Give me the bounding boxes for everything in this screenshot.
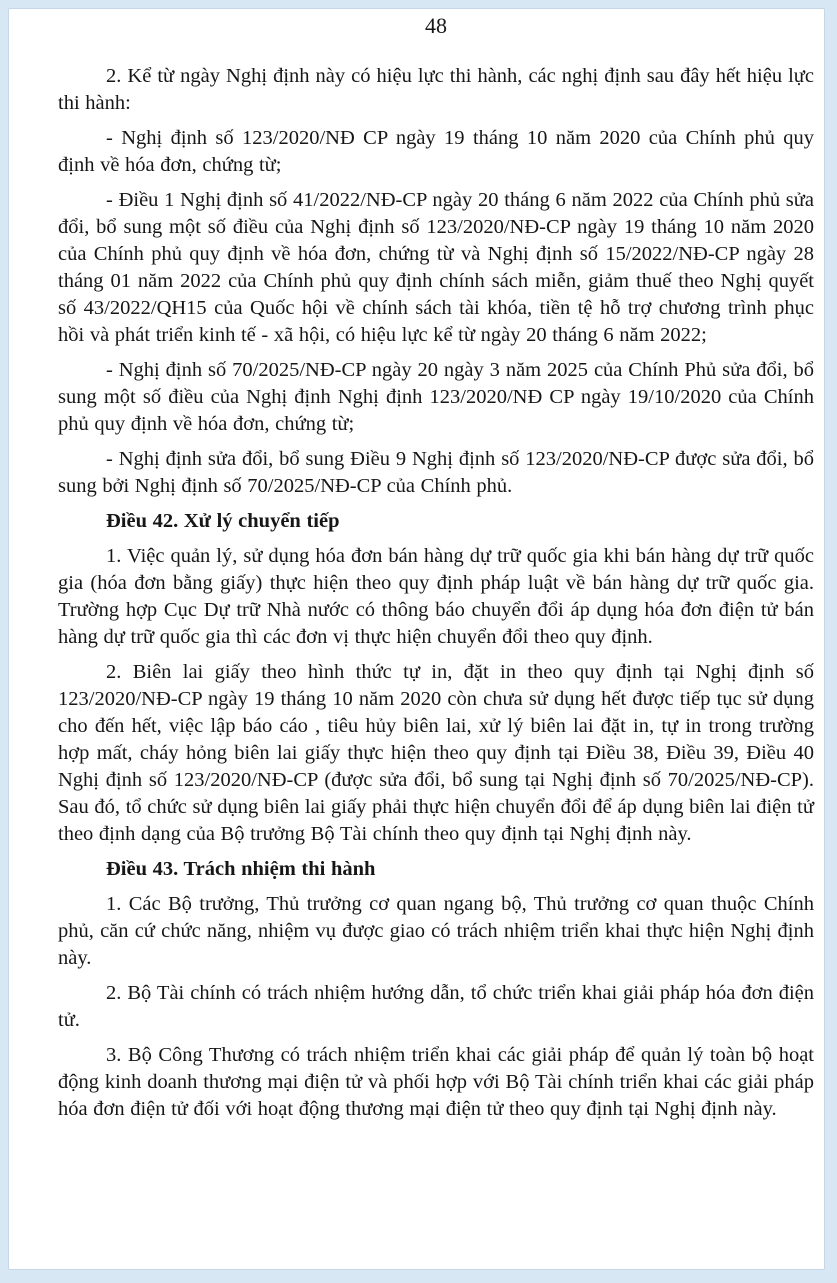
- body-paragraph: 1. Việc quản lý, sử dụng hóa đơn bán hàng dự trữ quốc gia khi bán hàng dự trữ quốc gia (hóa đơn bằng giấy) thực hiện theo quy định pháp luật về bán hàng dự trữ quốc gia. Trường hợp Cục Dự trữ Nhà nước có thông báo chuyển đổi áp dụng hóa đơn điện tử bán hàng dự trữ quốc gia thì các đơn vị thực hiện chuyển đổi theo quy định.: [58, 545, 814, 648]
- body-paragraph: - Nghị định sửa đổi, bổ sung Điều 9 Nghị định số 123/2020/NĐ-CP được sửa đổi, bổ sung bởi Nghị định số 70/2025/NĐ-CP của Chính phủ.: [58, 448, 814, 497]
- page-number: 48: [425, 13, 447, 38]
- body-paragraph: 2. Bộ Tài chính có trách nhiệm hướng dẫn, tổ chức triển khai giải pháp hóa đơn điện tử.: [58, 982, 814, 1031]
- document-page: [8, 8, 825, 1270]
- body-paragraph: 2. Kể từ ngày Nghị định này có hiệu lực thi hành, các nghị định sau đây hết hiệu lực thi hành:: [58, 65, 814, 114]
- body-paragraph: 2. Biên lai giấy theo hình thức tự in, đặt in theo quy định tại Nghị định số 123/2020/NĐ-CP ngày 19 tháng 10 năm 2020 còn chưa sử dụng hết được tiếp tục sử dụng cho đến hết, việc lập báo cáo , tiêu hủy biên lai, xử lý biên lai đặt in, tự in trong trường hợp mất, cháy hỏng biên lai giấy thực hiện theo quy định tại Điều 38, Điều 39, Điều 40 Nghị định số 123/2020/NĐ-CP (được sửa đổi, bổ sung tại Nghị định số 70/2025/NĐ-CP). Sau đó, tổ chức sử dụng biên lai giấy phải thực hiện chuyển đổi để áp dụng biên lai điện tử theo định dạng của Bộ trưởng Bộ Tài chính theo quy định tại Nghị định này.: [58, 661, 814, 845]
- body-paragraph: - Điều 1 Nghị định số 41/2022/NĐ-CP ngày 20 tháng 6 năm 2022 của Chính phủ sửa đổi, bổ sung một số điều của Nghị định số 123/2020/NĐ-CP ngày 19 tháng 10 năm 2020 của Chính phủ quy định về hóa đơn, chứng từ và Nghị định số 15/2022/NĐ-CP ngày 28 tháng 01 năm 2022 của Chính phủ quy định chính sách miễn, giảm thuế theo Nghị quyết số 43/2022/QH15 của Quốc hội về chính sách tài khóa, tiền tệ hỗ trợ chương trình phục hồi và phát triển kinh tế - xã hội, có hiệu lực kể từ ngày 20 tháng 6 năm 2022;: [58, 189, 814, 346]
- article-heading: Điều 43. Trách nhiệm thi hành: [106, 858, 376, 880]
- body-paragraph: - Nghị định số 123/2020/NĐ CP ngày 19 tháng 10 năm 2020 của Chính phủ quy định về hóa đơn, chứng từ;: [58, 127, 814, 176]
- body-paragraph: 3. Bộ Công Thương có trách nhiệm triển khai các giải pháp để quản lý toàn bộ hoạt động kinh doanh thương mại điện tử và phối hợp với Bộ Tài chính triển khai các giải pháp hóa đơn điện tử đối với hoạt động thương mại điện tử theo quy định tại Nghị định này.: [58, 1044, 814, 1120]
- article-heading: Điều 42. Xử lý chuyển tiếp: [106, 510, 340, 532]
- page-content: [9, 9, 824, 1123]
- body-paragraph: - Nghị định số 70/2025/NĐ-CP ngày 20 ngày 3 năm 2025 của Chính Phủ sửa đổi, bổ sung một số điều của Nghị định Nghị định 123/2020/NĐ CP ngày 19/10/2020 của Chính phủ quy định về hóa đơn, chứng từ;: [58, 359, 814, 435]
- body-paragraph: 1. Các Bộ trưởng, Thủ trưởng cơ quan ngang bộ, Thủ trưởng cơ quan thuộc Chính phủ, căn cứ chức năng, nhiệm vụ được giao có trách nhiệm triển khai thực hiện Nghị định này.: [58, 893, 814, 969]
